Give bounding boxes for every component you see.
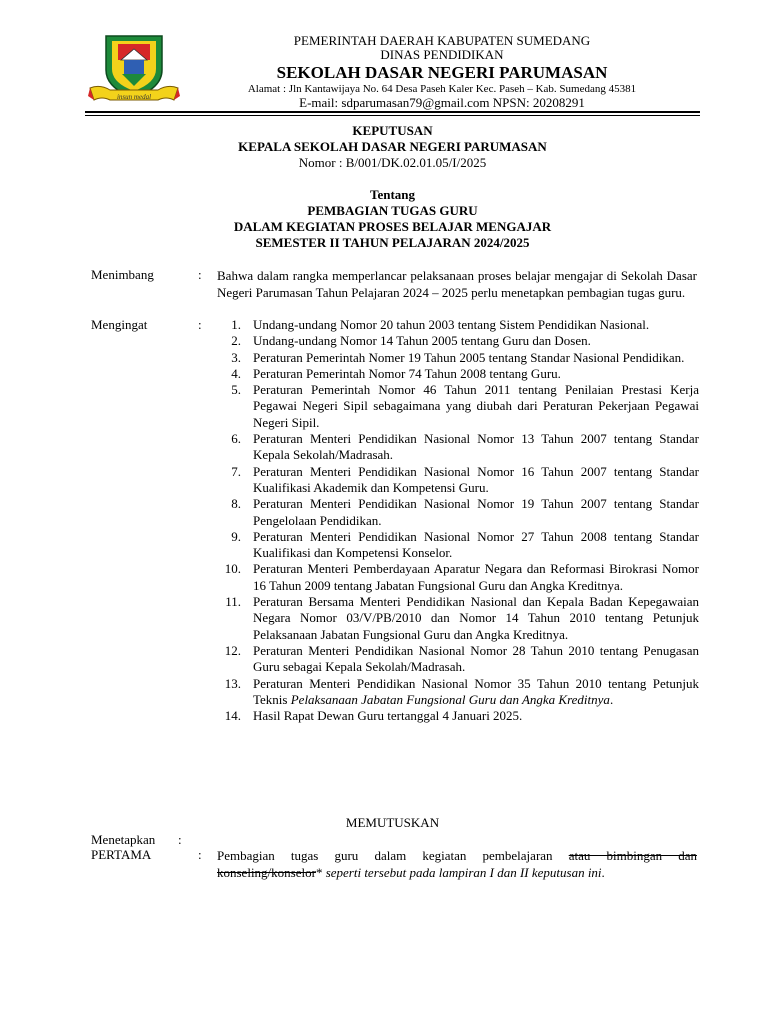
- item-number: 8.: [231, 496, 241, 512]
- department-name: DINAS PENDIDIKAN: [380, 47, 504, 62]
- item-number: 10.: [224, 561, 241, 577]
- mengingat-label: Mengingat: [91, 317, 148, 332]
- list-item: [213, 464, 699, 497]
- mengingat-colon: :: [198, 317, 202, 332]
- item-number: 12.: [224, 642, 241, 658]
- item-text-italic: Pelaksanaan Jabatan Fungsional Guru dan Angka Kreditnya: [290, 691, 610, 707]
- school-name: SEKOLAH DASAR NEGERI PARUMASAN: [276, 63, 608, 82]
- item-text: Peraturan Menteri Pendidikan Nasional Nomor 16 Tahun 2007 tentang Standar Kualifikasi Akademik dan Kompetensi Guru.: [253, 463, 699, 495]
- item-number: 13.: [224, 675, 241, 691]
- decree-title-line1: PEMBAGIAN TUGAS GURU: [307, 203, 478, 218]
- pertama-struck-text: atau bimbingan dan konseling/konselor: [217, 848, 697, 880]
- item-text: Undang-undang Nomor 14 Tahun 2005 tentang Guru dan Dosen.: [253, 333, 591, 349]
- item-number: 1.: [231, 317, 241, 332]
- logo-motto: insun medal: [116, 93, 152, 101]
- item-text: Peraturan Menteri Pemberdayaan Aparatur Negara dan Reformasi Birokrasi Nomor 16 Tahun 2009 tentang Jabatan Fungsional Guru dan Angka Kreditnya.: [253, 561, 699, 593]
- item-number: 3.: [231, 349, 241, 365]
- pertama-text-main: Pembagian tugas guru dalam kegiatan pembelajaran: [217, 848, 569, 863]
- list-item: [213, 561, 699, 594]
- list-item: [213, 366, 699, 382]
- list-item: [213, 496, 699, 529]
- decree-heading: KEPUTUSAN: [352, 123, 433, 138]
- list-item: [213, 594, 699, 643]
- letterhead: [200, 34, 684, 110]
- letterhead-divider: [85, 111, 700, 113]
- item-text: Peraturan Pemerintah Nomor 46 Tahun 2011 tentang Penilaian Prestasi Kerja Pegawai Negeri Sipil sebagaimana yang diubah dari Peraturan Pekerjaan Pegawai Negeri Sipil.: [253, 382, 699, 430]
- memutuskan-heading: MEMUTUSKAN: [345, 815, 440, 830]
- item-text: [253, 676, 699, 709]
- menetapkan-colon: :: [178, 832, 182, 847]
- mengingat-list: [213, 317, 699, 724]
- pertama-label: PERTAMA: [91, 847, 152, 862]
- menetapkan-label: Menetapkan: [91, 832, 156, 847]
- pertama-colon: :: [198, 847, 202, 862]
- list-item: [213, 676, 699, 709]
- item-number: 5.: [231, 382, 241, 398]
- item-text: Peraturan Menteri Pendidikan Nasional Nomor 28 Tahun 2010 tentang Penugasan Guru sebagai Kepala Sekolah/Madrasah.: [253, 642, 699, 675]
- item-text-tail: .: [609, 691, 614, 707]
- list-item: [213, 708, 699, 724]
- decree-about: Tentang: [369, 187, 416, 202]
- item-text: Peraturan Pemerintah Nomor 74 Tahun 2008 tentang Guru.: [253, 365, 561, 381]
- list-item: [213, 431, 699, 464]
- item-number: 2.: [231, 333, 241, 349]
- item-text-main: Peraturan Menteri Pendidikan Nasional Nomor 35 Tahun 2010 tentang Petunjuk Teknis: [253, 675, 699, 707]
- school-contact: E-mail: sdparumasan79@gmail.com NPSN: 20208291: [299, 95, 585, 110]
- decree-number: Nomor : B/001/DK.02.01.05/I/2025: [298, 155, 487, 170]
- item-text: Peraturan Menteri Pendidikan Nasional Nomor 13 Tahun 2007 tentang Standar Kepala Sekolah/Madrasah.: [253, 431, 699, 463]
- decree-title-line3: SEMESTER II TAHUN PELAJARAN 2024/2025: [255, 235, 530, 250]
- item-number: 7.: [231, 463, 241, 479]
- list-item: [213, 350, 699, 366]
- menimbang-label: Menimbang: [91, 267, 154, 282]
- item-text: Peraturan Pemerintah Nomer 19 Tahun 2005 tentang Standar Nasional Pendidikan.: [253, 349, 685, 365]
- list-item: [213, 382, 699, 431]
- item-number: 14.: [224, 708, 241, 724]
- pertama-tail: .: [601, 865, 605, 880]
- item-text: Hasil Rapat Dewan Guru tertanggal 4 Januari 2025.: [253, 708, 523, 724]
- item-number: 4.: [231, 365, 241, 381]
- letterhead-divider-thin: [85, 115, 700, 116]
- item-number: 6.: [231, 431, 241, 447]
- item-text: Peraturan Bersama Menteri Pendidikan Nasional dan Kepala Badan Kepegawaian Negara Nomor 03/V/PB/2010 dan Nomor 14 Tahun 2010 tentang Petunjuk Pelaksanaan Jabatan Fungsional Guru dan Angka Kreditnya.: [253, 594, 699, 642]
- list-item: [213, 333, 699, 349]
- item-text: Peraturan Menteri Pendidikan Nasional Nomor 27 Tahun 2008 tentang Standar Kualifikasi dan Kompetensi Konselor.: [253, 528, 699, 561]
- list-item: [213, 529, 699, 562]
- menimbang-colon: :: [198, 267, 202, 282]
- list-item: [213, 643, 699, 676]
- pertama-star: *: [315, 865, 323, 880]
- item-number: 9.: [231, 528, 241, 544]
- item-text: Undang-undang Nomor 20 tahun 2003 tentang Sistem Pendidikan Nasional.: [253, 317, 650, 332]
- item-number: 11.: [225, 594, 241, 610]
- item-text: Peraturan Menteri Pendidikan Nasional Nomor 19 Tahun 2007 tentang Standar Pengelolaan Pendidikan.: [253, 496, 699, 528]
- decree-issuer: KEPALA SEKOLAH DASAR NEGERI PARUMASAN: [238, 139, 547, 154]
- government-name: PEMERINTAH DAERAH KABUPATEN SUMEDANG: [293, 33, 591, 48]
- menimbang-text: Bahwa dalam rangka memperlancar pelaksanaan proses belajar mengajar di Sekolah Dasar Negeri Parumasan Tahun Pelajaran 2024 – 2025 perlu menetapkan pembagian tugas guru.: [217, 268, 697, 300]
- pertama-text: [217, 847, 697, 881]
- decree-title-line2: DALAM KEGIATAN PROSES BELAJAR MENGAJAR: [233, 219, 552, 234]
- pertama-italic-text: seperti tersebut pada lampiran I dan II keputusan ini: [322, 865, 602, 880]
- school-address: Alamat : Jln Kantawijaya No. 64 Desa Paseh Kaler Kec. Paseh – Kab. Sumedang 45381: [247, 83, 637, 95]
- list-item: [213, 317, 699, 333]
